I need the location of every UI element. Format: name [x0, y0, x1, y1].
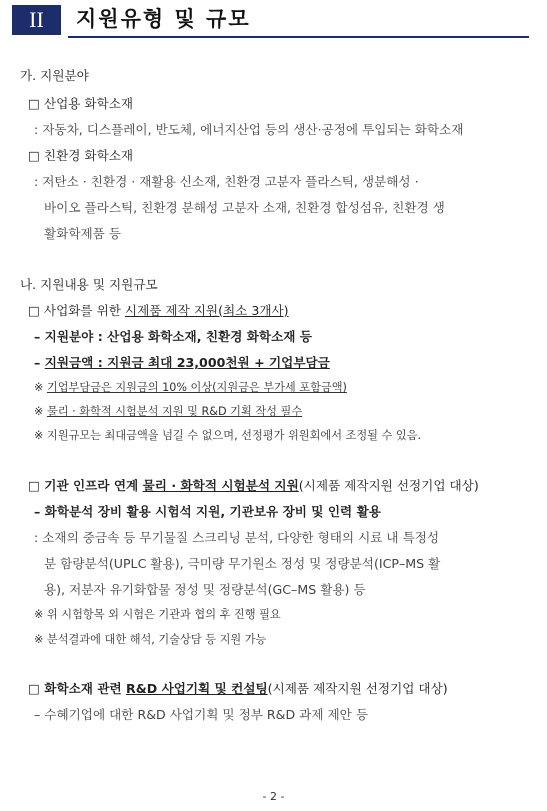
page-number: - 2 -: [262, 790, 285, 803]
block2-heading-prefix: □ 기관 인프라 연계: [28, 478, 143, 493]
block1-heading-prefix: □ 사업화를 위한: [28, 303, 125, 318]
note-mark: ※: [34, 381, 47, 394]
dash-mark: –: [34, 355, 45, 370]
block1-note-1: [34, 378, 347, 398]
note-1-text: 기업부담금은 지원금의 10% 이상(지원금은 부가세 포함금액): [46, 381, 347, 394]
block3-heading-prefix: □ 화학소재 관련: [28, 681, 127, 696]
block2-note-1: ※ 위 시험항목 외 시험은 기관과 협의 후 진행 필요: [34, 608, 281, 621]
item-desc-eco-2: 바이오 플라스틱, 친환경 분해성 고분자 소재, 친환경 합성섬유, 친환경 생: [44, 200, 445, 215]
block1-support-amount: [34, 353, 330, 373]
item-desc-industrial: : 자동차, 디스플레이, 반도체, 에너지산업 등의 생산·공정에 투입되는 화학소재: [34, 122, 464, 137]
block2-heading-underlined: 물리 · 화학적 시험분석 지원: [142, 478, 299, 493]
item-desc-eco-1: : 저탄소 · 친환경 · 재활용 신소재, 친환경 고분자 플라스틱, 생분해성 ·: [34, 174, 419, 189]
block2-line-1: – 화학분석 장비 활용 시험석 지원, 기관보유 장비 및 인력 활용: [34, 504, 381, 519]
section-number-badge: II: [12, 5, 61, 35]
note-2-text: 물리 · 화학적 시험분석 지원 및 R&D 기획 작성 필수: [46, 405, 303, 418]
item-heading-eco: □ 친환경 화학소재: [28, 148, 134, 163]
item-heading-industrial: □ 산업용 화학소재: [28, 96, 134, 111]
block2-heading-rest: (시제품 제작지원 선정기업 대상): [298, 478, 479, 493]
block3-heading-rest: (시제품 제작지원 선정기업 대상): [267, 681, 448, 696]
block3-heading: [28, 679, 448, 699]
section-title: 지원유형 및 규모: [76, 7, 251, 31]
block1-support-field: – 지원분야 : 산업용 화학소재, 친환경 화학소재 등: [34, 329, 312, 344]
note-mark: ※: [34, 405, 47, 418]
block1-note-3: ※ 지원규모는 최대금액을 넘길 수 없으며, 선정평가 위원회에서 조정될 수 있음.: [34, 429, 422, 442]
subsection-title-b: 나. 지원내용 및 지원규모: [20, 277, 158, 292]
block1-heading-underlined: 시제품 제작 지원(최소 3개사): [124, 303, 289, 318]
item-desc-eco-3: 활화학제품 등: [44, 226, 121, 241]
block2-note-2: ※ 분석결과에 대한 해석, 기술상담 등 지원 가능: [34, 633, 267, 646]
title-underline: [68, 36, 529, 38]
block1-heading: [28, 301, 289, 321]
block1-note-2: [34, 402, 302, 422]
section-header: [0, 0, 547, 40]
block2-desc-2: 분 함량분석(UPLC 활용), 극미량 무기원소 정성 및 정량분석(ICP–MS 활: [44, 556, 441, 571]
support-amount-text: 지원금액 : 지원금 최대 23,000천원 + 기업부담금: [44, 355, 330, 370]
block2-desc-3: 용), 저분자 유기화합물 정성 및 정량분석(GC–MS 활용) 등: [44, 582, 366, 597]
block2-heading: [28, 476, 479, 496]
block3-line-1: – 수혜기업에 대한 R&D 사업기획 및 정부 R&D 과제 제안 등: [34, 707, 369, 722]
block3-heading-underlined: R&D 사업기획 및 컨설팅: [126, 681, 268, 696]
block2-desc-1: : 소재의 중금속 등 무기물질 스크리닝 분석, 다양한 형태의 시료 내 특정성: [34, 530, 440, 545]
subsection-title-a: 가. 지원분야: [20, 68, 89, 83]
